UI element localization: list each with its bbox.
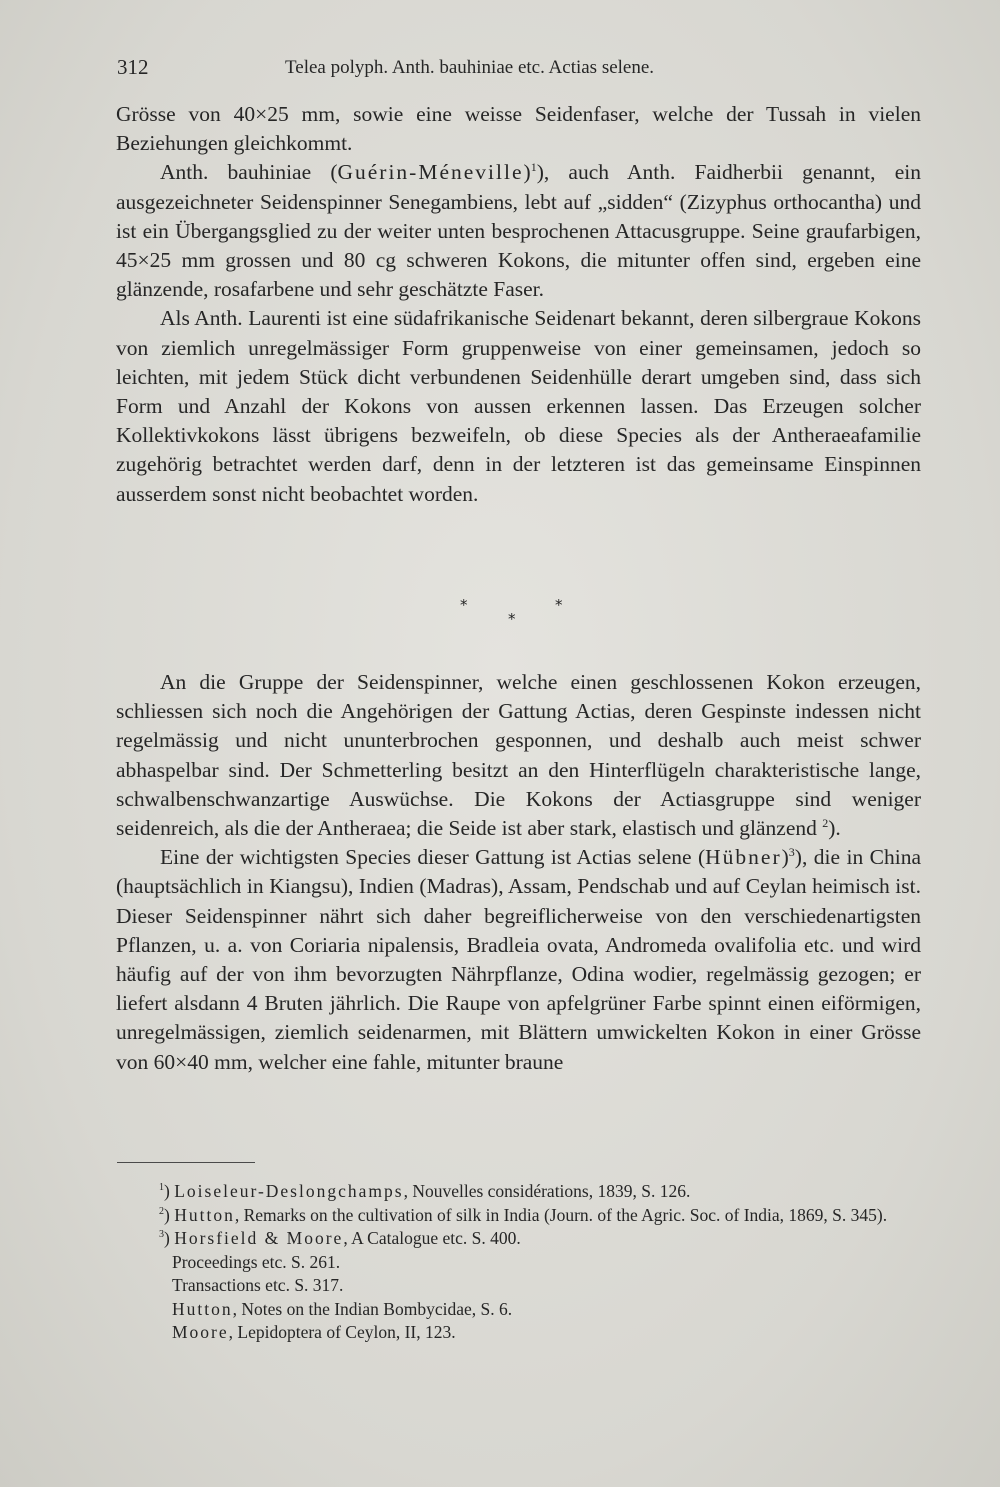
main-text-bottom	[116, 668, 921, 1077]
footnote-mark: 3	[159, 1229, 164, 1240]
page-number: 312	[117, 55, 149, 79]
paragraph-text: ), die in China (hauptsächlich in Kiangsu), Indien (Madras), Assam, Pendschab und auf Ceylan heimisch ist. Dieser Seidenspinner nährt sich daher begreiflicherweise von den verschiedenartigsten Pflanzen, u. a. von Coriaria nipalensis, Bradleia ovata, Andromeda ovalifolia etc. und wird häufig auf der von ihm bevorzugten Nährpflanze, Odina wodier, regelmässig gezogen; er liefert alsdann 4 Bruten jährlich. Die Raupe von apfelgrüner Farbe spinnt einen eiförmigen, unregelmässigen, ziemlich seidenarmen, mit Blättern umwickelten Kokon in einer Grösse von 60×40 mm, welcher eine fahle, mitunter braune	[116, 845, 921, 1074]
asterism-star: *	[460, 596, 468, 614]
paragraph-text: An die Gruppe der Seidenspinner, welche einen geschlossenen Kokon erzeugen, schliessen sich noch die Angehörigen der Gattung Actias, deren Gespinste indessen nicht regelmässig und nicht ununterbrochen gesponnen, und deshalb auch meist schwer abhaspelbar sind. Der Schmetterling besitzt an den Hinterflügeln charakteristische lange, schwalbenschwanzartige Auswüchse. Die Kokons der Actiasgruppe sind weniger seidenreich, als die der Antheraea; die Seide ist aber stark, elastisch und glänzend	[116, 670, 921, 841]
footnote-text: , A Catalogue etc. S. 400.	[343, 1228, 521, 1248]
footnote-subline	[117, 1251, 917, 1275]
paragraph-text: )	[523, 160, 531, 185]
footnote: $^1$) Loiseleur-Deslongchamps, Nouvelles considérations, 1839, S. 126.	[159, 1181, 691, 1201]
footnote: $^3$) Horsfield & Moore, A Catalogue etc. S. 400.	[159, 1228, 521, 1248]
running-title: Telea polyph. Anth. bauhiniae etc. Actias selene.	[285, 57, 655, 78]
footnote-subline	[117, 1321, 917, 1345]
footnote-subline	[117, 1298, 917, 1322]
footnotes	[117, 1180, 917, 1345]
paragraph	[116, 158, 921, 304]
footnote-rule	[117, 1162, 255, 1163]
footnote-text: , Lepidoptera of Ceylon, II, 123.	[228, 1322, 456, 1342]
footnote-author: Horsfield & Moore	[174, 1228, 344, 1248]
running-header	[117, 55, 777, 85]
author-name: Guérin-Méneville	[337, 160, 524, 185]
footnote-ref: 1	[530, 160, 537, 175]
author-name: Hübner	[705, 845, 782, 870]
paragraph: Grösse von 40×25 mm, sowie eine weisse Seidenfaser, welche der Tussah in vielen Beziehungen gleichkommt.	[116, 102, 921, 156]
footnote-author: Hutton	[172, 1298, 233, 1319]
paragraph-text: ).	[828, 816, 841, 841]
paragraph: Als Anth. Laurenti ist eine südafrikanische Seidenart bekannt, deren silbergraue Kokons von ziemlich unregelmässiger Form gruppenweise von einer gemeinsamen, jedoch so leichten, mit jedem Stück dicht verbundenen Seidenhülle derart umgeben sind, dass sich Form und Anzahl der Kokons von aussen erkennen lassen. Das Erzeugen solcher Kollektivkokons lässt übrigens bezweifeln, ob diese Species als der Antheraeafamilie zugehörig betrachtet werden darf, denn in der letzteren ist das gemeinsame Einspinnen ausserdem sonst nicht beobachtet worden.	[116, 306, 921, 506]
section-separator	[430, 596, 570, 636]
footnote-ref: 3	[788, 845, 795, 860]
main-text-top	[116, 100, 921, 509]
paragraph-lead: Eine der wichtigsten Species dieser Gattung ist Actias selene (	[160, 845, 706, 870]
paragraph	[116, 843, 921, 1077]
footnote-author: Loiseleur-Deslongchamps	[174, 1181, 404, 1201]
asterism-star: *	[555, 596, 563, 614]
footnote-text: Transactions etc. S. 317.	[172, 1275, 344, 1295]
asterism-star: *	[508, 610, 516, 628]
paragraph-text: ), auch Anth. Faidherbii genannt, ein ausgezeichneter Seidenspinner Senegambiens, lebt auf „sidden“ (Zizyphus orthocantha) und ist ein Übergangsglied zu der weiter unten besprochenen Attacusgruppe. Seine graufarbigen, 45×25 mm grossen und 80 cg schweren Kokons, die mitunter offen sind, ergeben eine glänzende, rosafarbene und sehr geschätzte Faser.	[116, 160, 921, 302]
footnote-text: , Remarks on the cultivation of silk in India (Journ. of the Agric. Soc. of India, 1869, S. 345).	[234, 1204, 888, 1225]
paragraph-lead: Anth. bauhiniae (	[160, 160, 338, 185]
footnote-subline	[117, 1274, 917, 1298]
footnote-text: , Nouvelles considérations, 1839, S. 126.	[403, 1181, 691, 1201]
footnote-mark: 1	[159, 1182, 164, 1193]
footnote: $^2$) Hutton, Remarks on the cultivation of silk in India (Journ. of the Agric. Soc. of India, 1869, S. 345).	[159, 1204, 888, 1225]
footnote-author: Moore	[172, 1322, 229, 1342]
footnote-mark: 2	[159, 1205, 164, 1217]
paragraph	[116, 668, 921, 843]
footnote-text: Proceedings etc. S. 261.	[172, 1251, 341, 1272]
footnote-ref: 2	[822, 816, 829, 831]
footnote-author: Hutton	[174, 1204, 235, 1225]
paragraph-text: )	[781, 845, 789, 870]
footnote-text: , Notes on the Indian Bombycidae, S. 6.	[232, 1298, 513, 1319]
